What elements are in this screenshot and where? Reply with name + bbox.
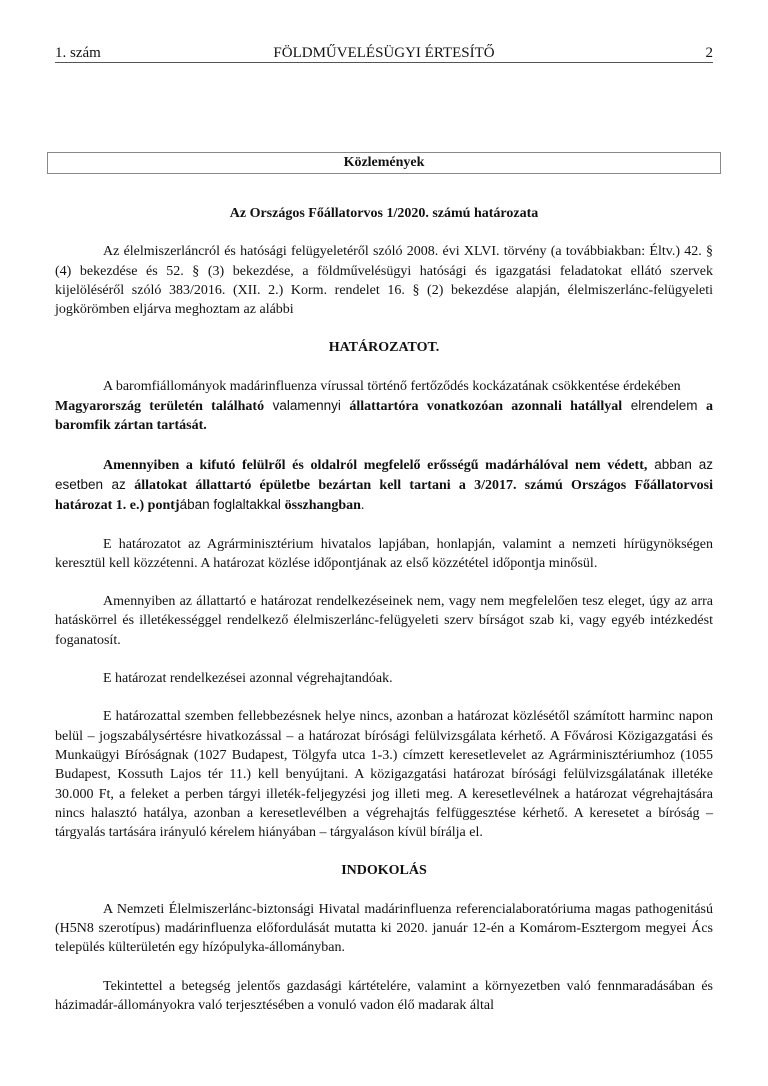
- publication-paragraph: E határozatot az Agrárminisztérium hivatalos lapjában, honlapján, valamint a nemzeti hírügynökségen keresztül kell közzétenni. A határozat közlése időpontjának az első közzététel időpontja minősül.: [55, 536, 713, 571]
- plain-segment: valamennyi: [264, 398, 350, 414]
- plain-segment: abban az esetben az: [55, 456, 713, 492]
- document-body: [55, 204, 713, 1015]
- plain-segment: ában foglaltakkal: [179, 497, 285, 513]
- bold-segment: összhangban: [284, 498, 361, 514]
- penalty-paragraph: Amennyiben az állattartó e határozat rendelkezéseinek nem, vagy nem megfelelően tesz eleget, úgy az arra hatáskörrel és illetékességgel rendelkező élelmiszerlánc-felügyeleti szerv bírságot szab ki, vagy egyéb intézkedést foganatosít.: [55, 594, 713, 648]
- bold-segment: állattartóra vonatkozóan azonnali hatállyal: [349, 399, 623, 415]
- journal-title: FÖLDMŰVELÉSÜGYI ÉRTESÍTŐ: [273, 45, 495, 61]
- decision-paragraph-1a: A baromfiállományok madárinfluenza vírussal történő fertőződés kockázatának csökkentése érdekében: [103, 378, 681, 394]
- page-header: [55, 44, 713, 63]
- document-title: Az Országos Főállatorvos 1/2020. számú határozata: [229, 206, 539, 221]
- bold-segment: a baromfik zártan tartását.: [55, 399, 713, 434]
- bold-segment: Amennyiben a kifutó felülről és oldalról megfelelő erősségű madárhálóval nem védett,: [103, 457, 648, 473]
- appeal-paragraph: E határozattal szemben fellebbezésnek helye nincs, azonban a határozat közlésétől számított harminc napon belül – jogszabálysértésre hivatkozással – a határozat bírósági felülvizsgálata kérhető. A Fővárosi Közigazgatási és Munkaügyi Bíróságnak (1027 Budapest, Tölgyfa utca 1-3.) címzett keresetlevelet az Agrárminisztériumhoz (1055 Budapest, Kossuth Lajos tér 11.) kell benyújtani. A közigazgatási határozat bírósági felülvizsgálatának illetéke 30.000 Ft, a feleket a perben tárgyi illeték-feljegyzési jog illeti meg. A keresetlevélnek a határozat végrehajtására nincs halasztó hatálya, azonban a keresetlevélben a végrehajtás felfüggesztése kérhető. A keresetet a bíróság – tárgyalás tartására irányuló kérelem hiányában – tárgyaláson kívül bírálja el.: [55, 709, 713, 841]
- bold-segment: állatokat állattartó épületbe bezártan kell tartani a 3/2017. számú Országos Főállatorvosi határozat 1. e.) pontj: [55, 477, 713, 514]
- decision-paragraph-2: [55, 455, 713, 516]
- reasoning-paragraph-2: Tekintettel a betegség jelentős gazdasági kártételére, valamint a környezetben való fennmaradásában és házimadár-állományokra való terjesztésében a vonuló vadon élő madarak által: [55, 978, 713, 1013]
- reasoning-paragraph-1: A Nemzeti Élelmiszerlánc-biztonsági Hivatal madárinfluenza referencialaboratóriuma magas pathogenitású (H5N8 szerotípus) madárinfluenza előfordulását mutatta ki 2020. január 12-én a Komárom-Esztergom megyei Ács település külterületén egy hízópulyka-állományban.: [55, 901, 713, 956]
- plain-segment: elrendelem: [622, 398, 706, 414]
- decision-heading: HATÁROZATOT.: [328, 340, 440, 356]
- intro-paragraph: Az élelmiszerláncról és hatósági felügyeletéről szóló 2008. évi XLVI. törvény (a továbbiakban: Éltv.) 42. § (4) bekezdése és 52. § (3) bekezdése, a földművelésügyi hatósági és igazgatási feladatokat ellátó szervek kijelöléséről szóló 383/2016. (XII. 2.) Korm. rendelet 16. § (2) bekezdése alapján, élelmiszerlánc-felügyeleti jogkörömben eljárva meghoztam az alábbi: [55, 244, 713, 318]
- enforcement-paragraph: E határozat rendelkezései azonnal végrehajtandóak.: [103, 671, 393, 687]
- reasoning-heading: INDOKOLÁS: [341, 863, 427, 879]
- issue-number: 1. szám: [55, 45, 101, 61]
- page-number: 2: [705, 45, 713, 61]
- decision-paragraph-1b: [55, 396, 713, 436]
- plain-segment: .: [360, 498, 365, 514]
- section-title: Közlemények: [47, 152, 721, 174]
- bold-segment: Magyarország területén található: [55, 399, 265, 415]
